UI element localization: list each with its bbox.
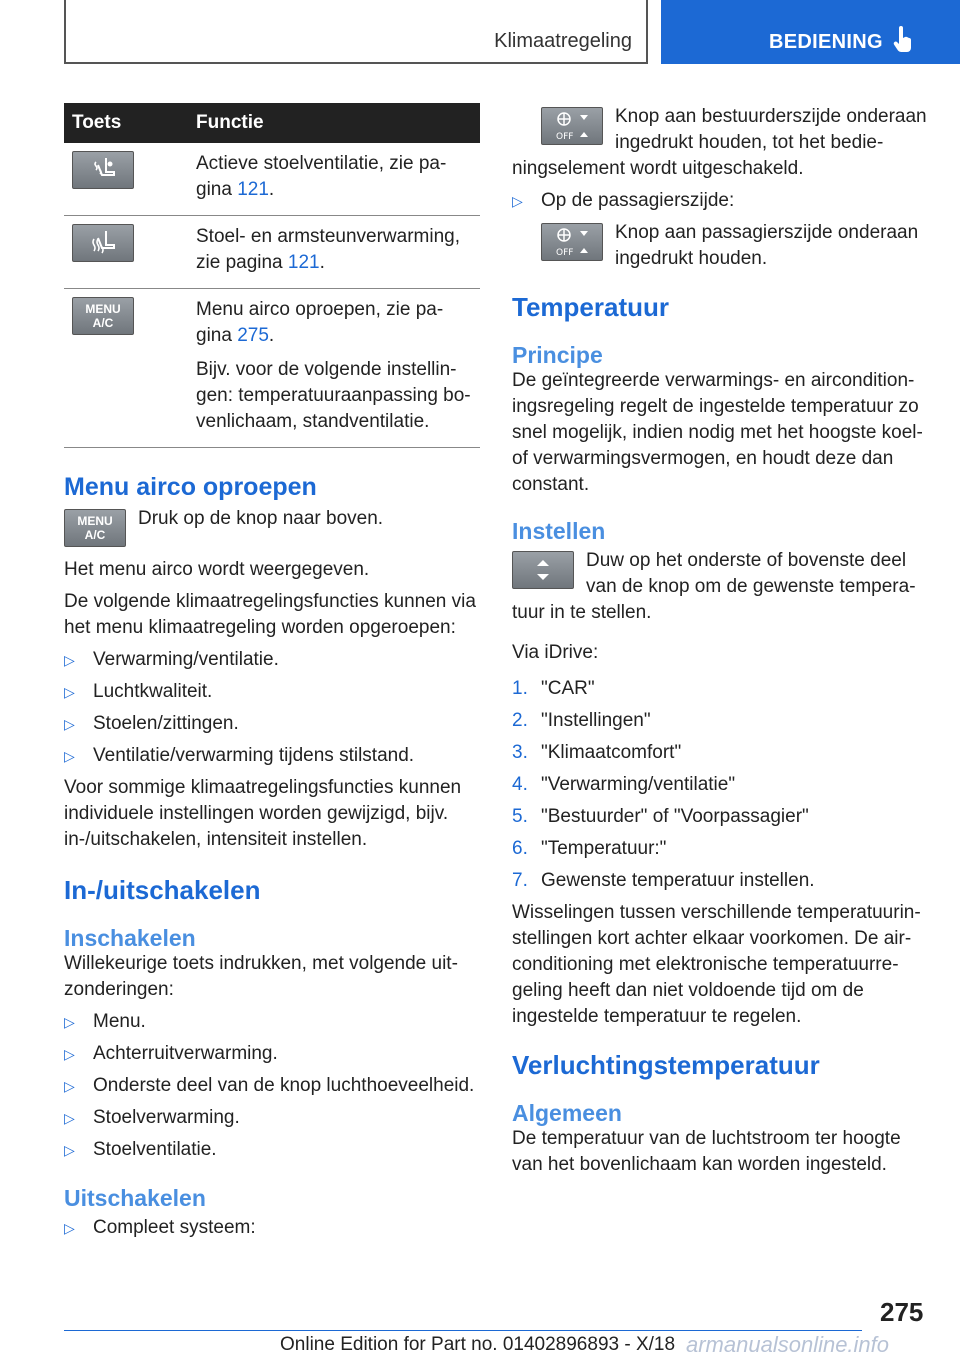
menu-ac-button-icon: MENU A/C [64,509,126,547]
fan-off-button-icon [541,223,603,261]
list-item: 2. "Instellingen" [512,710,651,731]
triangle-bullet-icon: ▷ [64,684,75,700]
triangle-bullet-icon: ▷ [64,652,75,668]
list-item: 5. "Bestuurder" of "Voorpassagier" [512,806,809,827]
table-header-key: Toets [64,103,188,143]
paragraph: Het menu airco wordt weergegeven. [64,559,370,580]
paragraph: De temperatuur van de luchtstroom ter hoogte van het bovenlichaam kan worden ingesteld. [512,1128,901,1175]
list-item: ▷ Menu. [64,1009,480,1035]
list-item: ▷ Ventilatie/verwarming tijdens stilstand. [64,743,480,769]
triangle-bullet-icon: ▷ [64,1014,75,1030]
onoff-heading: In-/uitschakelen [64,875,261,905]
list-item: ▷ Achterruitverwarming. [64,1041,480,1067]
list-item: ▷ Stoelverwarming. [64,1105,480,1131]
off-heading: Uitschakelen [64,1185,206,1211]
off-list [64,1215,480,1241]
list-item: ▷ Onderste deel van de knop luchthoeveelheid. [64,1073,480,1099]
paragraph: De volgende klimaatregelingsfuncties kunnen via het menu klimaatregeling worden opgeroepen: [64,591,476,638]
watermark: armanualsonline.info [686,1332,890,1357]
fan-off-button-icon [541,107,603,145]
key-function-table [64,103,480,448]
paragraph: Wisselingen tussen verschillende temperatuurin-stellingen kort achter elkaar voorkomen. De air-conditioning met elektronische temperatuurre-geling heeft dan niet voldoende tijd om de ingestelde temperatuur te regelen. [512,902,921,1027]
list-item: 6. "Temperatuur:" [512,838,667,859]
list-item: 1. "CAR" [512,678,595,699]
table-row: Actieve stoelventilatie, zie pa-gina 121. [64,143,480,216]
paragraph: Voor sommige klimaatregelingsfuncties kunnen individuele instellingen worden gewijzigd, bijv. in-/uitschakelen, intensiteit instellen. [64,777,462,850]
page-link[interactable]: 121 [237,179,269,200]
triangle-bullet-icon: ▷ [64,716,75,732]
table-header-function: Functie [188,103,480,143]
header-chapter-tab [661,0,960,64]
menu-press-text: Druk op de knop naar boven. [138,508,384,529]
vent-temperature-heading: Verluchtingstemperatuur [512,1050,820,1080]
svg-text:OFF: OFF [556,248,574,258]
table-row: MENU A/C Menu airco oproepen, zie pa-gina 275. Bijv. voor de volgende instellin-gen: temperatuuraanpassing bo-venlichaam, standventilatie. [64,289,480,448]
paragraph: Willekeurige toets indrukken, met volgende uit-zonderingen: [64,953,458,1000]
left-column [64,103,480,1241]
header-section-title: Klimaatregeling [494,30,632,52]
instellen-heading: Instellen [512,518,606,544]
list-item: ▷ Stoelen/zittingen. [64,711,480,737]
temperature-up-down-button-icon [512,551,574,589]
passenger-list [512,188,928,214]
list-item: ▷ Op de passagierszijde: [512,188,928,214]
triangle-bullet-icon: ▷ [64,1220,75,1236]
list-item: 4. "Verwarming/ventilatie" [512,774,736,795]
passenger-off-text: Knop aan passagierszijde onderaan ingedrukt houden. [615,222,919,269]
triangle-bullet-icon: ▷ [512,193,523,209]
triangle-bullet-icon: ▷ [64,748,75,764]
table-row-text: Actieve stoelventilatie, zie pa-gina [196,153,447,200]
principe-heading: Principe [512,342,603,368]
menu-ac-button-icon: MENU A/C [72,297,134,335]
triangle-bullet-icon: ▷ [64,1046,75,1062]
table-row-extra: Bijv. voor de volgende instellin-gen: temperatuuraanpassing bo-venlichaam, standventilatie. [196,359,471,432]
temperature-heading: Temperatuur [512,292,669,322]
page-link[interactable]: 121 [287,252,320,273]
seat-armrest-heating-button-icon [72,224,134,262]
table-row-text: Stoel- en armsteunverwarming, zie pagina [196,226,460,273]
menu-function-list [64,647,480,769]
list-item: ▷ Stoelventilatie. [64,1137,480,1163]
idrive-steps-list [512,676,928,894]
hand-press-icon [893,26,915,54]
algemeen-heading: Algemeen [512,1100,622,1126]
table-row: Stoel- en armsteunverwarming, zie pagina 121. [64,216,480,289]
header-chapter-title: BEDIENING [769,31,883,53]
triangle-bullet-icon: ▷ [64,1142,75,1158]
list-item: ▷ Luchtkwaliteit. [64,679,480,705]
header-section-tab [64,0,648,64]
on-exception-list [64,1009,480,1163]
page-link[interactable]: 275 [237,325,269,346]
list-item: 3. "Klimaatcomfort" [512,742,682,763]
menu-ac-heading: Menu airco oproepen [64,473,317,501]
instellen-text: Duw op het onderste of bovenste deel van de knop om de gewenste tempera-tuur in te stellen. [512,550,916,623]
paragraph: De geïntegreerde verwarmings- en aircondition-ingsregeling regelt de ingestelde temperatuur zo snel mogelijk, indien nodig met het hoogste koel- of verwarmingsvermogen, en houdt deze dan constant. [512,370,923,495]
driver-off-text: Knop aan bestuurderszijde onderaan ingedrukt houden, tot het bedie-ningselement wordt uitgeschakeld. [512,106,927,179]
page-number: 275 [880,1297,924,1327]
svg-text:OFF: OFF [556,132,574,142]
triangle-bullet-icon: ▷ [64,1078,75,1094]
paragraph: Via iDrive: [512,642,599,663]
list-item: ▷ Verwarming/ventilatie. [64,647,480,673]
seat-ventilation-button-icon [72,151,134,189]
triangle-bullet-icon: ▷ [64,1110,75,1126]
footer-divider [64,1330,862,1331]
right-column [512,104,928,1178]
footer-edition: Online Edition for Part no. 01402896893 - X/18 [280,1334,676,1355]
list-item: ▷ Compleet systeem: [64,1215,480,1241]
list-item: 7. Gewenste temperatuur instellen. [512,870,815,891]
on-heading: Inschakelen [64,925,196,951]
table-row-text: Menu airco oproepen, zie pa-gina [196,299,444,346]
